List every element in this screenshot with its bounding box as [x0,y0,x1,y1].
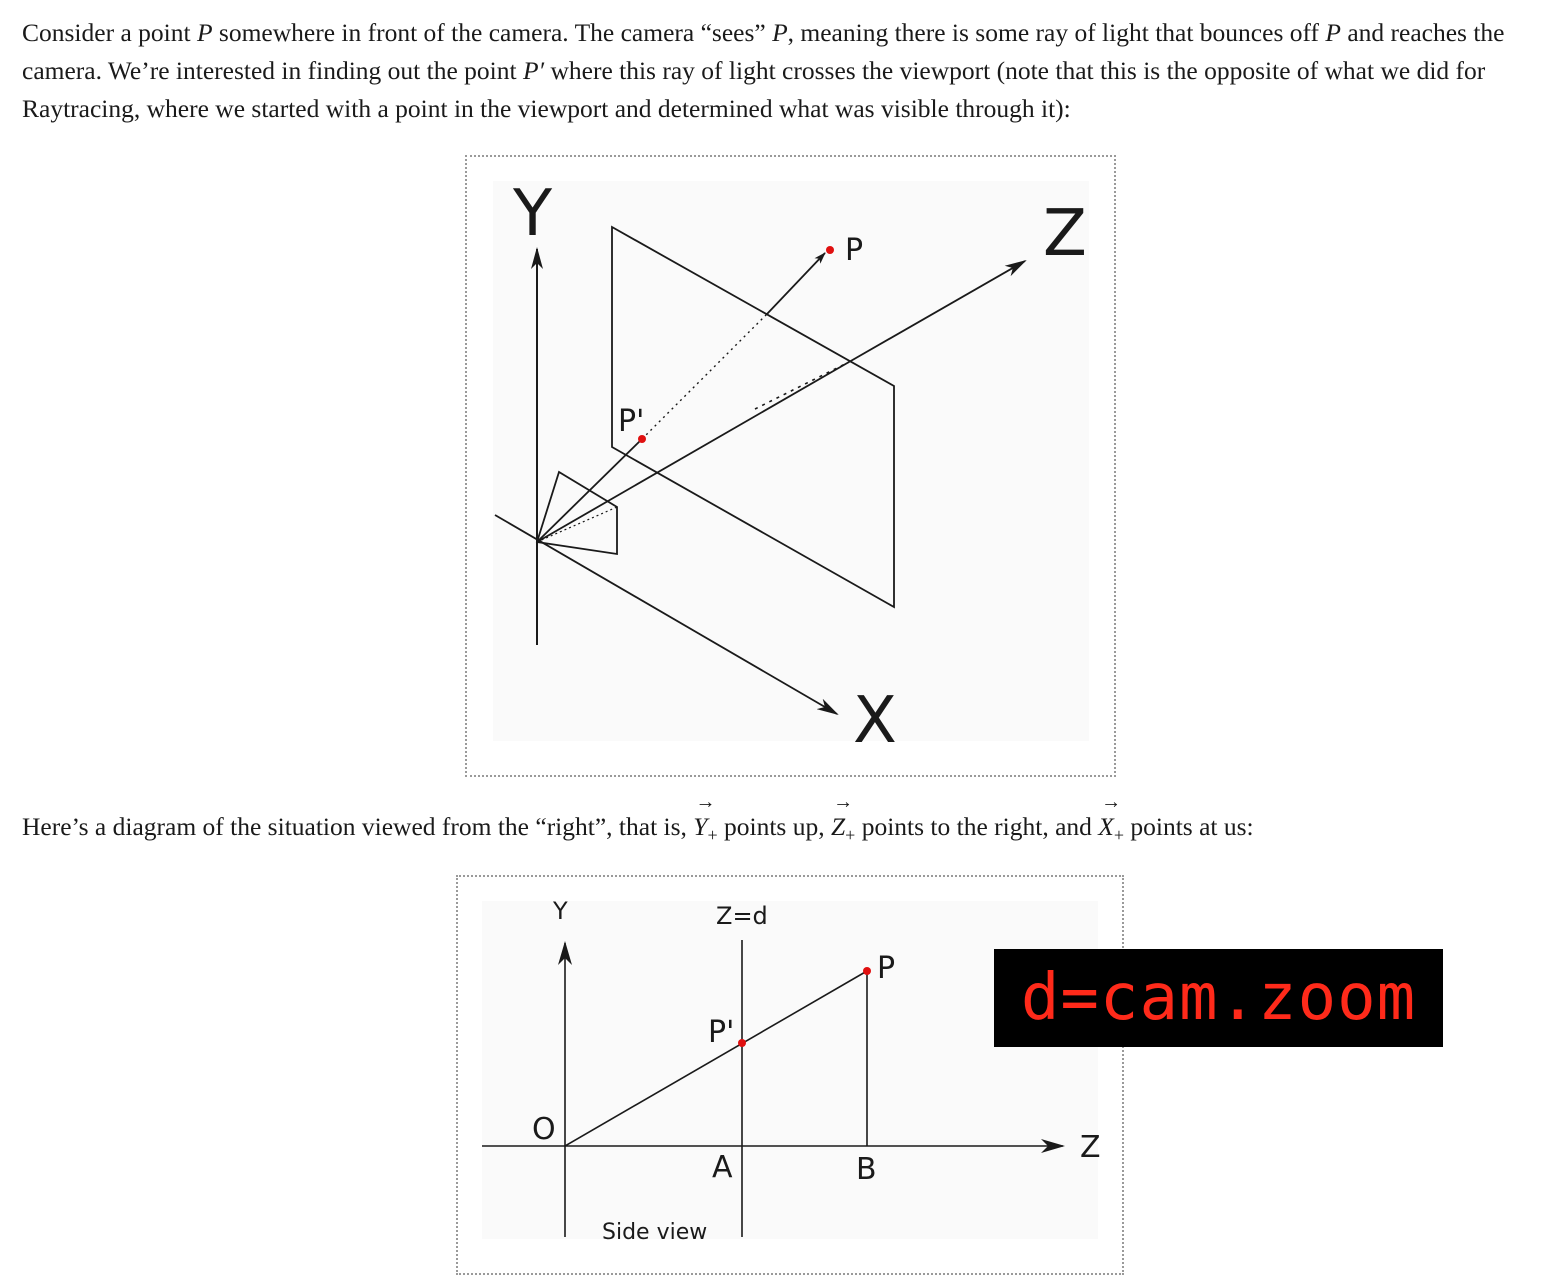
side-view-paragraph [22,791,1532,854]
z-axis-hidden [755,362,849,409]
label-z-equals-d: Z=d [716,902,768,930]
math-p: P [1325,18,1341,47]
text-run: points to the right, and [855,812,1099,841]
text-run: points up, [717,812,831,841]
vector-arrow: → [695,791,716,813]
point-p [826,246,834,254]
vector-letter: X [1098,812,1114,841]
vector-subscript: + [707,825,718,846]
label-y: Y [513,177,553,251]
zoom-annotation [994,949,1443,1047]
vector-letter: Y [693,812,708,841]
vector-y [693,791,718,854]
label-p: P [877,951,896,986]
vector-subscript: + [1113,825,1124,846]
side-view-figure [456,875,1124,1275]
text-run: , meaning there is some ray of light that bounces off [787,18,1326,47]
text-run: Here’s a diagram of the situation viewed from the “right”, that is, [22,812,694,841]
vector-x [1098,791,1124,854]
text-run: where this ray of light crosses the viewport (note that this is the opposite of what we did for Raytracing, where we started with a point in the viewport and determined what was visible through it): [22,56,1486,123]
math-p-prime: P′ [522,56,545,85]
text-run: somewhere in front of the camera. The camera “sees” [212,18,773,47]
label-z: Z [1080,1130,1101,1165]
z-axis-front [849,261,1025,362]
label-p-prime: P' [708,1015,735,1050]
vector-letter: Z [830,812,846,841]
ray-o-to-p [565,971,867,1146]
math-p: P [772,18,788,47]
label-x: X [853,684,897,758]
text-run: and reaches the camera. We’re interested in finding out the point [22,18,1505,85]
vector-subscript: + [845,825,856,846]
side-view-diagram [458,877,1126,1277]
vector-arrow: → [833,791,854,813]
label-a: A [712,1150,733,1185]
label-y: Y [553,897,568,925]
vector-z [830,791,856,854]
vector-arrow: → [1101,791,1122,813]
label-p: P [845,233,864,268]
label-p-prime: P' [618,404,645,439]
perspective-diagram [467,157,1118,779]
point-p [863,967,871,975]
caption-side-view: Side view [602,1220,708,1245]
frustum-edge [537,507,617,542]
label-z: Z [1043,197,1087,271]
ray-to-p [767,253,825,314]
label-b: B [856,1152,877,1187]
label-o: O [532,1112,556,1147]
math-p: P [196,18,213,47]
perspective-figure [465,155,1116,777]
text-run: Consider a point [22,18,197,47]
text-run: points at us: [1124,812,1254,841]
zoom-annotation-text: d=cam.zoom [1020,961,1417,1035]
intro-paragraph [22,14,1532,128]
camera-frustum [537,472,617,554]
point-p-prime [738,1039,746,1047]
z-axis [537,362,849,542]
